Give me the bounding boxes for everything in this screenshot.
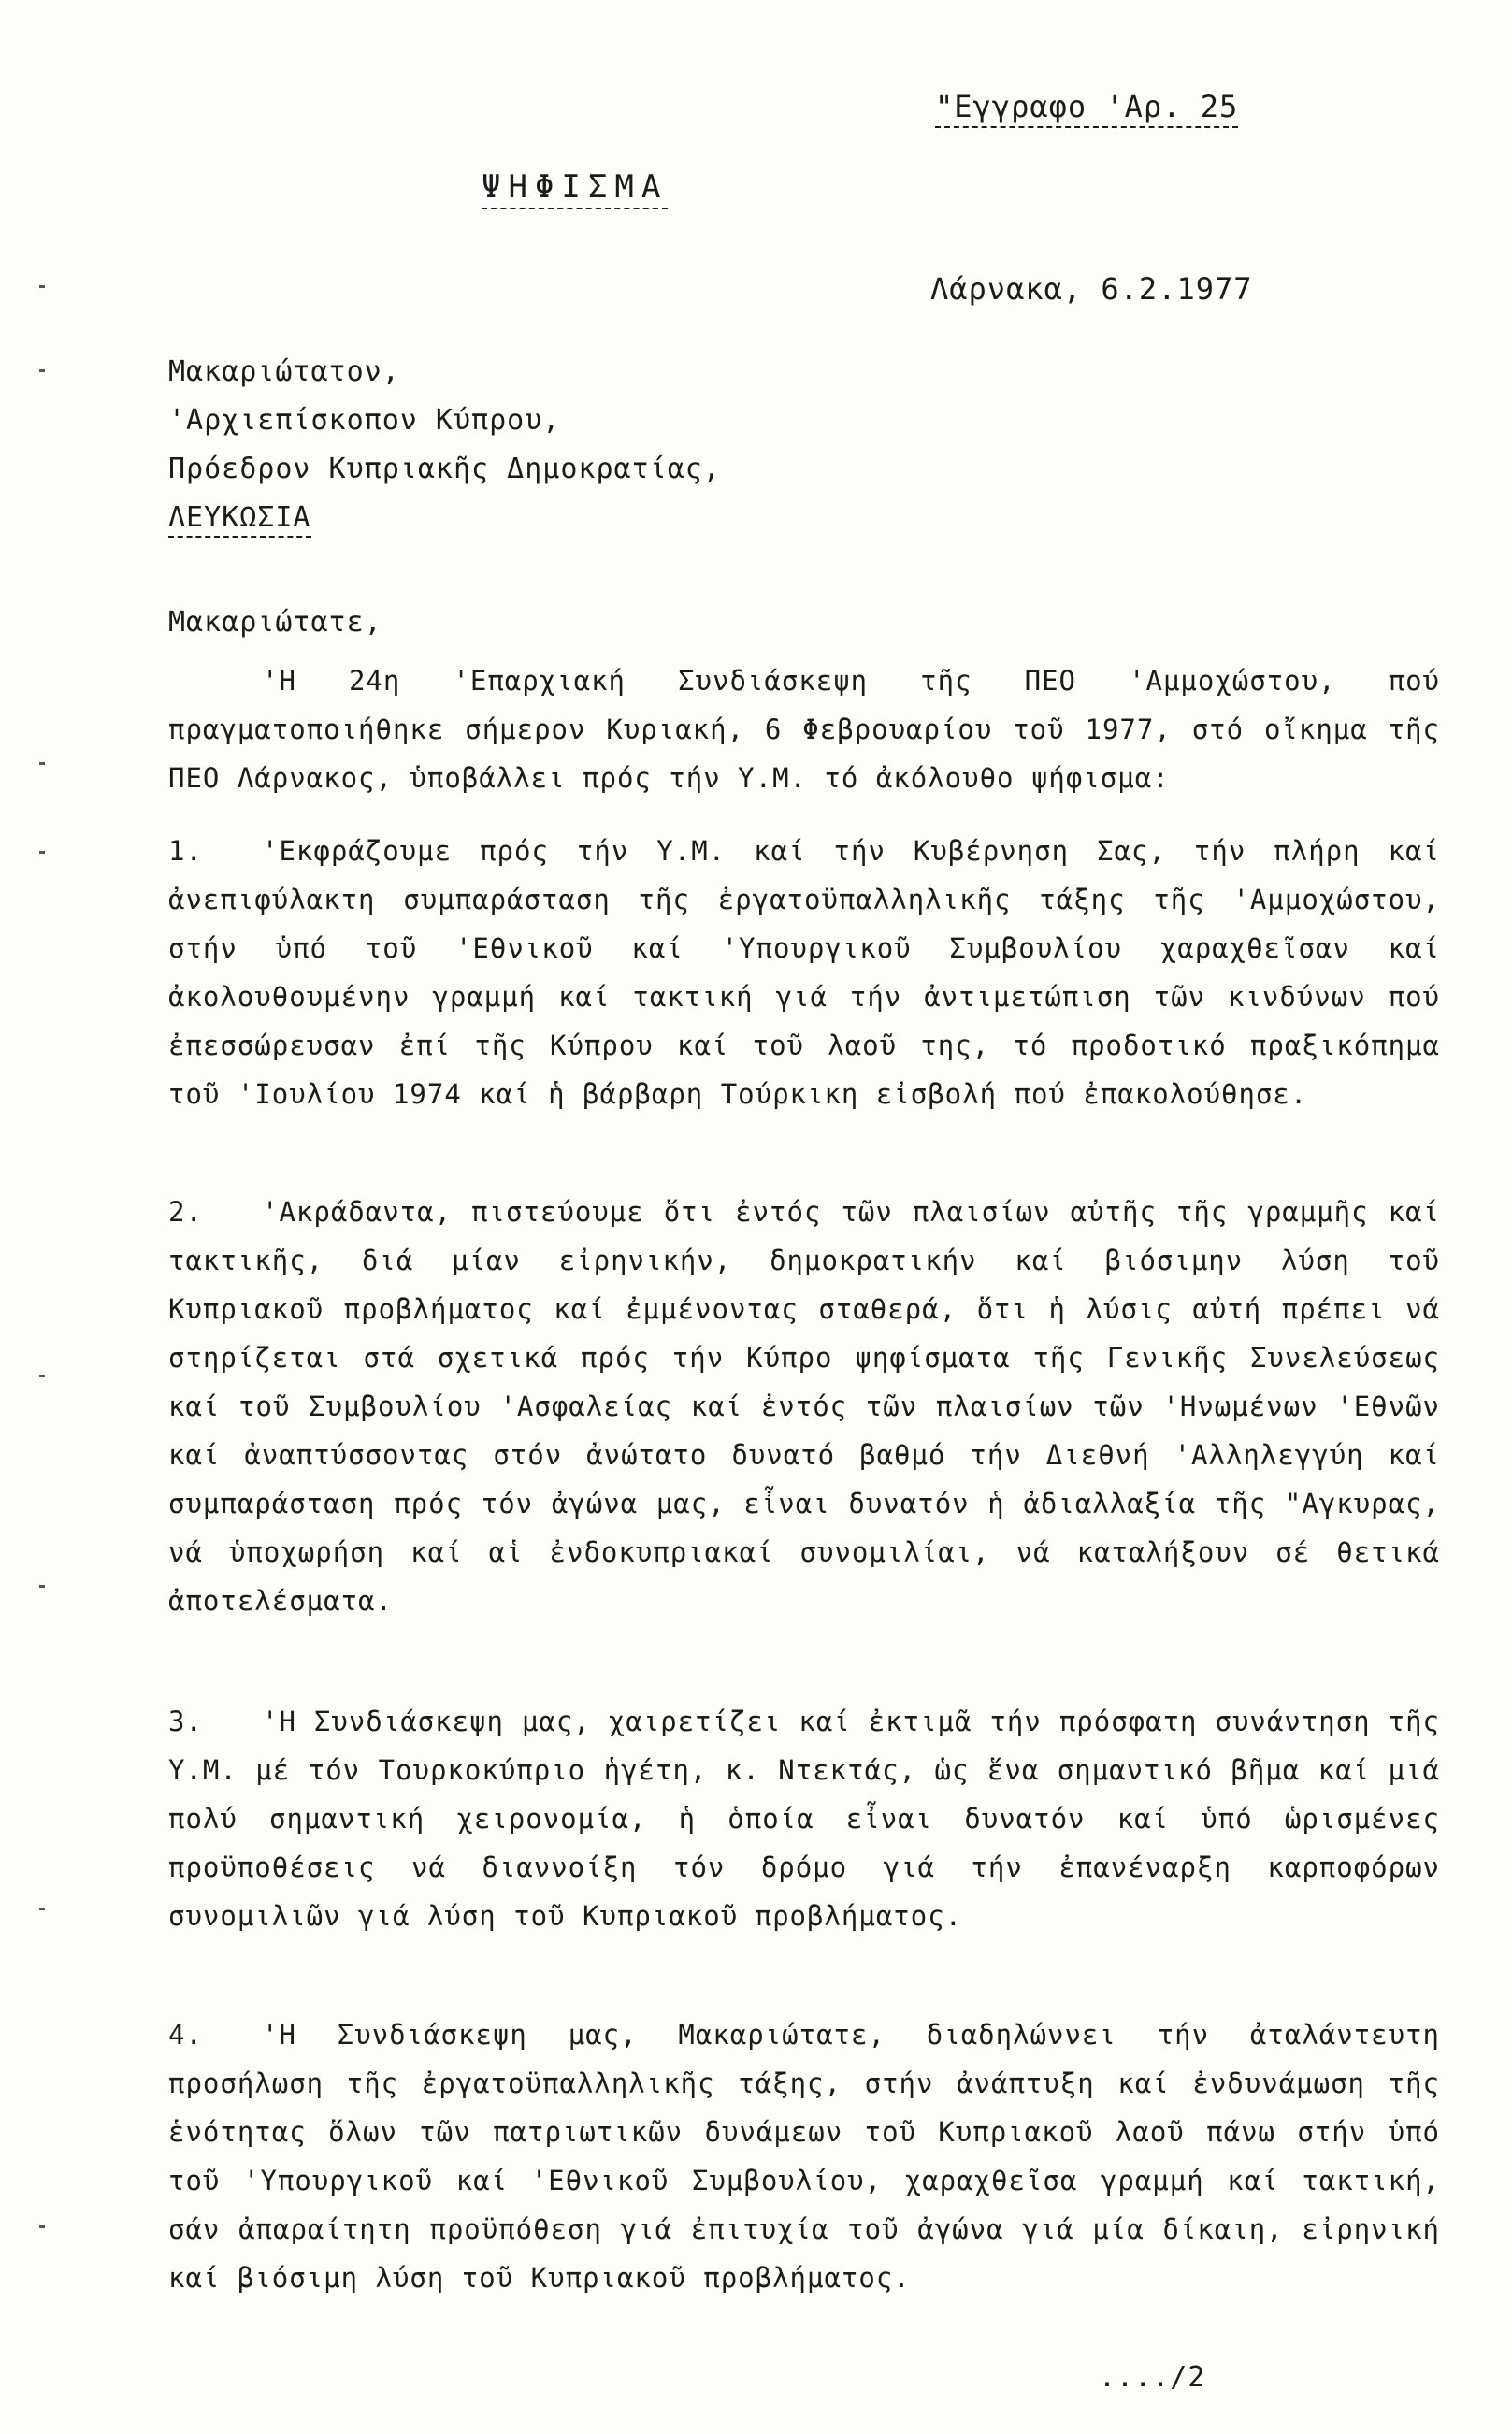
scan-edge-mark: [39, 1908, 45, 1910]
scan-edge-mark: [39, 2225, 45, 2228]
scan-edge-mark: [39, 369, 45, 372]
scan-edge-mark: [39, 1585, 45, 1588]
paragraph-text: 'Ακράδαντα, πιστεύουμε ὅτι ἐντός τῶν πλαισίων αὐτῆς τῆς γραμμῆς καί τακτικῆς, διά μίαν εἰρηνικήν, δημοκρατικήν καί βιόσιμην λύση τοῦ Κυπριακοῦ προβλήματος καί ἐμμένοντας σταθερά, ὅτι ἡ λύσις αὐτή πρέπει νά στηρίζεται στά σχετικά πρός τήν Κύπρο ψηφίσματα τῆς Γενικῆς Συνελεύσεως καί τοῦ Συμβουλίου 'Ασφαλείας καί ἐντός τῶν πλαισίων τῶν 'Ηνωμένων 'Εθνῶν καί ἀναπτύσσοντας στόν ἀνώτατο δυνατό βαθμό τήν Διεθνή 'Αλληλεγγύη καί συμπαράσταση πρός τόν ἀγώνα μας, εἶναι δυνατόν ἡ ἀδιαλλαξία τῆς "Αγκυρας, νά ὑποχωρήση καί αἱ ἐνδοκυπριακαί συνομιλίαι, νά καταλήξουν σέ θετικά ἀποτελέσματα.: [168, 1196, 1440, 1617]
scan-edge-mark: [39, 1375, 45, 1377]
scan-edge-mark: [39, 851, 45, 854]
document-title: ΨΗΦΙΣΜΑ: [482, 168, 668, 209]
paragraph-number: 3.: [168, 1706, 203, 1737]
paragraph-4: [168, 2010, 1440, 2302]
addressee-line: Μακαριώτατον,: [168, 355, 400, 388]
paragraph-number: 2.: [168, 1196, 203, 1228]
addressee-line: Πρόεδρον Κυπριακῆς Δημοκρατίας,: [168, 453, 721, 485]
scan-edge-mark: [39, 762, 45, 765]
paragraph-1: [168, 827, 1440, 1118]
intro-paragraph: 'Η 24η 'Επαρχιακή Συνδιάσκεψη τῆς ΠΕΟ 'Αμμοχώστου, πού πραγματοποιήθηκε σήμερον Κυριακή, 6 Φεβρουαρίου τοῦ 1977, στό οἴκημα τῆς ΠΕΟ Λάρνακος, ὑποβάλλει πρός τήν Υ.Μ. τό ἀκόλουθο ψήφισμα:: [168, 665, 1440, 794]
paragraph-number: 4.: [168, 2019, 203, 2051]
addressee-line: 'Αρχιεπίσκοπον Κύπρου,: [168, 404, 561, 437]
paragraph-text: 'Εκφράζουμε πρός τήν Υ.Μ. καί τήν Κυβέρνηση Σας, τήν πλήρη καί ἀνεπιφύλακτη συμπαράσταση τῆς ἐργατοϋπαλληλικῆς τάξης τῆς 'Αμμοχώστου, στήν ὑπό τοῦ 'Εθνικοῦ καί 'Υπουργικοῦ Συμβουλίου χαραχθεῖσαν καί ἀκολουθουμένην γραμμή καί τακτική γιά τήν ἀντιμετώπιση τῶν κινδύνων πού ἐπεσσώρευσαν ἐπί τῆς Κύπρου καί τοῦ λαοῦ της, τό προδοτικό πραξικόπημα τοῦ 'Ιουλίου 1974 καί ἡ βάρβαρη Τούρκικη εἰσβολή πού ἐπακολούθησε.: [168, 835, 1440, 1110]
paragraph-number: 1.: [168, 835, 203, 867]
paragraph-2: [168, 1188, 1440, 1625]
paragraph-text: 'Η Συνδιάσκεψη μας, Μακαριώτατε, διαδηλώννει τήν ἀταλάντευτη προσήλωση τῆς ἐργατοϋπαλληλικῆς τάξης, στήν ἀνάπτυξη καί ἐνδυνάμωση τῆς ἑνότητας ὅλων τῶν πατριωτικῶν δυνάμεων τοῦ Κυπριακοῦ λαοῦ πάνω στήν ὑπό τοῦ 'Υπουργικοῦ καί 'Εθνικοῦ Συμβουλίου, χαραχθεῖσα γραμμή καί τακτική, σάν ἀπαραίτητη προϋπόθεση γιά ἐπιτυχία τοῦ ἀγώνα γιά μία δίκαιη, εἰρηνική καί βιόσιμη λύση τοῦ Κυπριακοῦ προβλήματος.: [168, 2019, 1440, 2294]
paragraph-text: 'Η Συνδιάσκεψη μας, χαιρετίζει καί ἐκτιμᾶ τήν πρόσφατη συνάντηση τῆς Υ.Μ. μέ τόν Τουρκοκύπριο ἡγέτη, κ. Ντεκτάς, ὡς ἕνα σημαντικό βῆμα καί μιά πολύ σημαντική χειρονομία, ἡ ὁποία εἶναι δυνατόν καί ὑπό ὡρισμένες προϋποθέσεις νά διαννοίξη τόν δρόμο γιά τήν ἐπανέναρξη καρποφόρων συνομιλιῶν γιά λύση τοῦ Κυπριακοῦ προβλήματος.: [168, 1706, 1440, 1932]
addressee-city: ΛΕΥΚΩΣΙΑ: [168, 501, 311, 538]
page-continuation: ..../2: [1099, 2361, 1206, 2394]
document-reference: "Εγγραφο 'Αρ. 25: [935, 89, 1238, 128]
place-date: Λάρνακα, 6.2.1977: [930, 271, 1253, 307]
salutation: Μακαριώτατε,: [168, 606, 382, 639]
scan-edge-mark: [39, 285, 45, 288]
paragraph-3: [168, 1697, 1440, 1940]
